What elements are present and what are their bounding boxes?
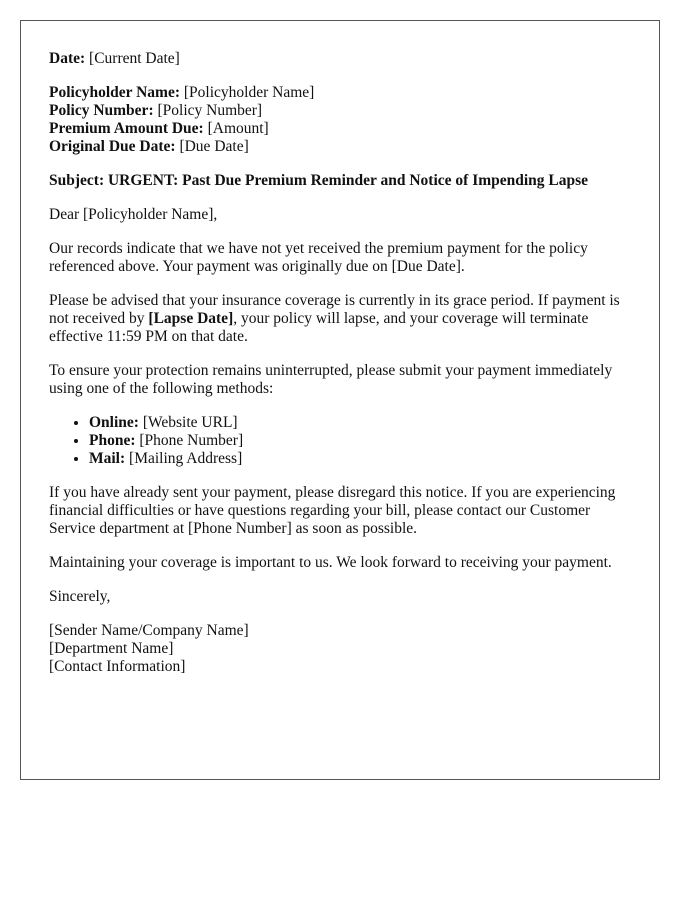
original-due-date-line (49, 138, 631, 156)
field-value: [Amount] (203, 120, 269, 137)
closing: Sincerely, (49, 588, 111, 605)
signature-department: [Department Name] (49, 640, 174, 657)
policy-details (49, 84, 631, 156)
payment-method-online (89, 414, 631, 432)
letter-page (20, 20, 660, 780)
lapse-date: [Lapse Date] (148, 310, 234, 327)
paragraph-maintaining-coverage: Maintaining your coverage is important to us. We look forward to receiving your payment. (49, 554, 612, 571)
field-label: Original Due Date: (49, 138, 176, 155)
payment-methods-list (49, 414, 631, 468)
paragraph-payment-not-received: Our records indicate that we have not yet received the premium payment for the policy referenced above. Your payment was originally due on [Due Date]. (49, 240, 588, 275)
method-value: [Phone Number] (135, 432, 244, 449)
paragraph-grace-period (49, 292, 631, 346)
signature-block (49, 622, 631, 676)
grace-text-after: , your policy will lapse, and your coverage will terminate effective 11:59 PM on that date. (49, 310, 589, 345)
method-value: [Website URL] (138, 414, 238, 431)
method-label: Online: (89, 414, 139, 431)
method-value: [Mailing Address] (125, 450, 243, 467)
premium-amount-line (49, 120, 631, 138)
subject-text: Subject: URGENT: Past Due Premium Reminder and Notice of Impending Lapse (49, 172, 589, 189)
field-value: [Policy Number] (153, 102, 263, 119)
method-label: Mail: (89, 450, 126, 467)
field-label: Policy Number: (49, 102, 154, 119)
date-label: Date: (49, 50, 86, 67)
date-value: [Current Date] (85, 50, 180, 67)
signature-sender: [Sender Name/Company Name] (49, 622, 249, 639)
field-value: [Due Date] (175, 138, 249, 155)
grace-text-before: Please be advised that your insurance coverage is currently in its grace period. If payment is not received by (49, 292, 620, 327)
field-label: Policyholder Name: (49, 84, 181, 101)
field-label: Premium Amount Due: (49, 120, 204, 137)
field-value: [Policyholder Name] (180, 84, 315, 101)
paragraph-already-paid: If you have already sent your payment, please disregard this notice. If you are experiencing financial difficulties or have questions regarding your bill, please contact our Customer Service department at [Phone Number] as soon as possible. (49, 484, 616, 537)
paragraph-payment-methods-intro: To ensure your protection remains uninterrupted, please submit your payment immediately using one of the following methods: (49, 362, 613, 397)
policy-number-line (49, 102, 631, 120)
method-label: Phone: (89, 432, 136, 449)
subject-line (49, 172, 631, 190)
payment-method-phone (89, 432, 631, 450)
date-line (49, 50, 631, 68)
signature-contact: [Contact Information] (49, 658, 186, 675)
payment-method-mail (89, 450, 631, 468)
policyholder-name-line (49, 84, 631, 102)
salutation: Dear [Policyholder Name], (49, 206, 218, 223)
